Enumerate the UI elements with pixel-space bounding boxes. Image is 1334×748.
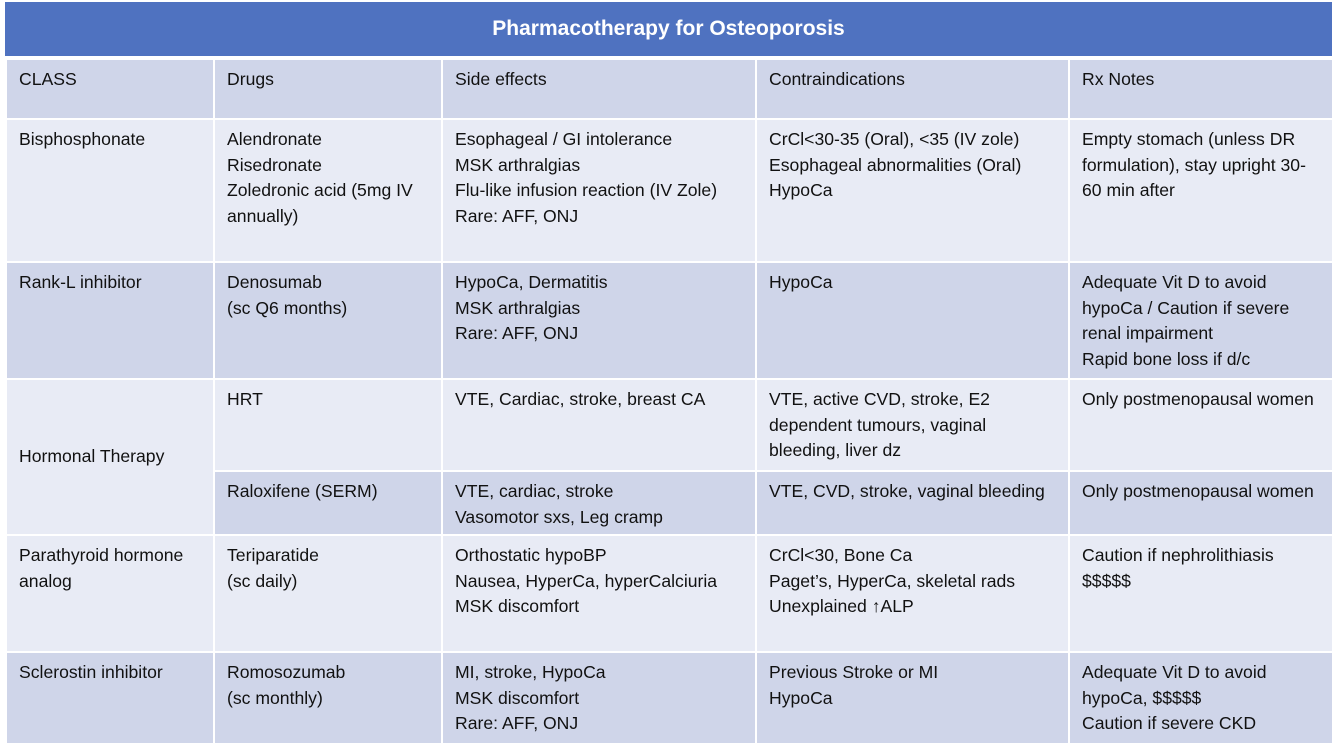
drugs-cell: Romosozumab (sc monthly) xyxy=(214,652,442,744)
side-effects-cell: HypoCa, Dermatitis MSK arthralgias Rare: AFF, ONJ xyxy=(442,262,756,379)
contraindications-cell: VTE, CVD, stroke, vaginal bleeding xyxy=(756,471,1069,535)
side-effects-cell: Orthostatic hypoBP Nausea, HyperCa, hyperCalciuria MSK discomfort xyxy=(442,535,756,652)
table-row xyxy=(6,652,1333,744)
table-row xyxy=(6,262,1333,379)
drugs-cell: Alendronate Risedronate Zoledronic acid (5mg IV annually) xyxy=(214,119,442,262)
side-effects-cell: MI, stroke, HypoCa MSK discomfort Rare: AFF, ONJ xyxy=(442,652,756,744)
contraindications-cell: CrCl<30, Bone Ca Paget’s, HyperCa, skeletal rads Unexplained ↑ALP xyxy=(756,535,1069,652)
rx-notes-cell: Empty stomach (unless DR formulation), stay upright 30-60 min after xyxy=(1069,119,1333,262)
drugs-cell: Denosumab (sc Q6 months) xyxy=(214,262,442,379)
rx-notes-cell: Caution if nephrolithiasis $$$$$ xyxy=(1069,535,1333,652)
drugs-cell: HRT xyxy=(214,379,442,471)
header-side-effects: Side effects xyxy=(442,59,756,119)
header-contraindications: Contraindications xyxy=(756,59,1069,119)
table-row xyxy=(6,379,1333,471)
side-effects-cell: VTE, cardiac, stroke Vasomotor sxs, Leg cramp xyxy=(442,471,756,535)
rx-notes-cell: Only postmenopausal women xyxy=(1069,379,1333,471)
table-row xyxy=(6,119,1333,262)
class-cell: Rank-L inhibitor xyxy=(6,262,214,379)
header-rx-notes: Rx Notes xyxy=(1069,59,1333,119)
drugs-cell: Teriparatide (sc daily) xyxy=(214,535,442,652)
pharmacotherapy-table xyxy=(5,58,1334,745)
contraindications-cell: VTE, active CVD, stroke, E2 dependent tumours, vaginal bleeding, liver dz xyxy=(756,379,1069,471)
class-cell: Hormonal Therapy xyxy=(6,379,214,535)
contraindications-cell: CrCl<30-35 (Oral), <35 (IV zole) Esophageal abnormalities (Oral) HypoCa xyxy=(756,119,1069,262)
side-effects-cell: Esophageal / GI intolerance MSK arthralgias Flu-like infusion reaction (IV Zole) Rare: AFF, ONJ xyxy=(442,119,756,262)
class-cell: Sclerostin inhibitor xyxy=(6,652,214,744)
page-title: Pharmacotherapy for Osteoporosis xyxy=(5,2,1332,56)
contraindications-cell: Previous Stroke or MI HypoCa xyxy=(756,652,1069,744)
rx-notes-cell: Adequate Vit D to avoid hypoCa, $$$$$ Caution if severe CKD xyxy=(1069,652,1333,744)
contraindications-cell: HypoCa xyxy=(756,262,1069,379)
side-effects-cell: VTE, Cardiac, stroke, breast CA xyxy=(442,379,756,471)
class-cell: Bisphosphonate xyxy=(6,119,214,262)
drugs-cell: Raloxifene (SERM) xyxy=(214,471,442,535)
rx-notes-cell: Only postmenopausal women xyxy=(1069,471,1333,535)
table-row xyxy=(6,535,1333,652)
header-class: CLASS xyxy=(6,59,214,119)
class-cell: Parathyroid hormone analog xyxy=(6,535,214,652)
header-drugs: Drugs xyxy=(214,59,442,119)
rx-notes-cell: Adequate Vit D to avoid hypoCa / Caution if severe renal impairment Rapid bone loss if d/c xyxy=(1069,262,1333,379)
header-row xyxy=(6,59,1333,119)
